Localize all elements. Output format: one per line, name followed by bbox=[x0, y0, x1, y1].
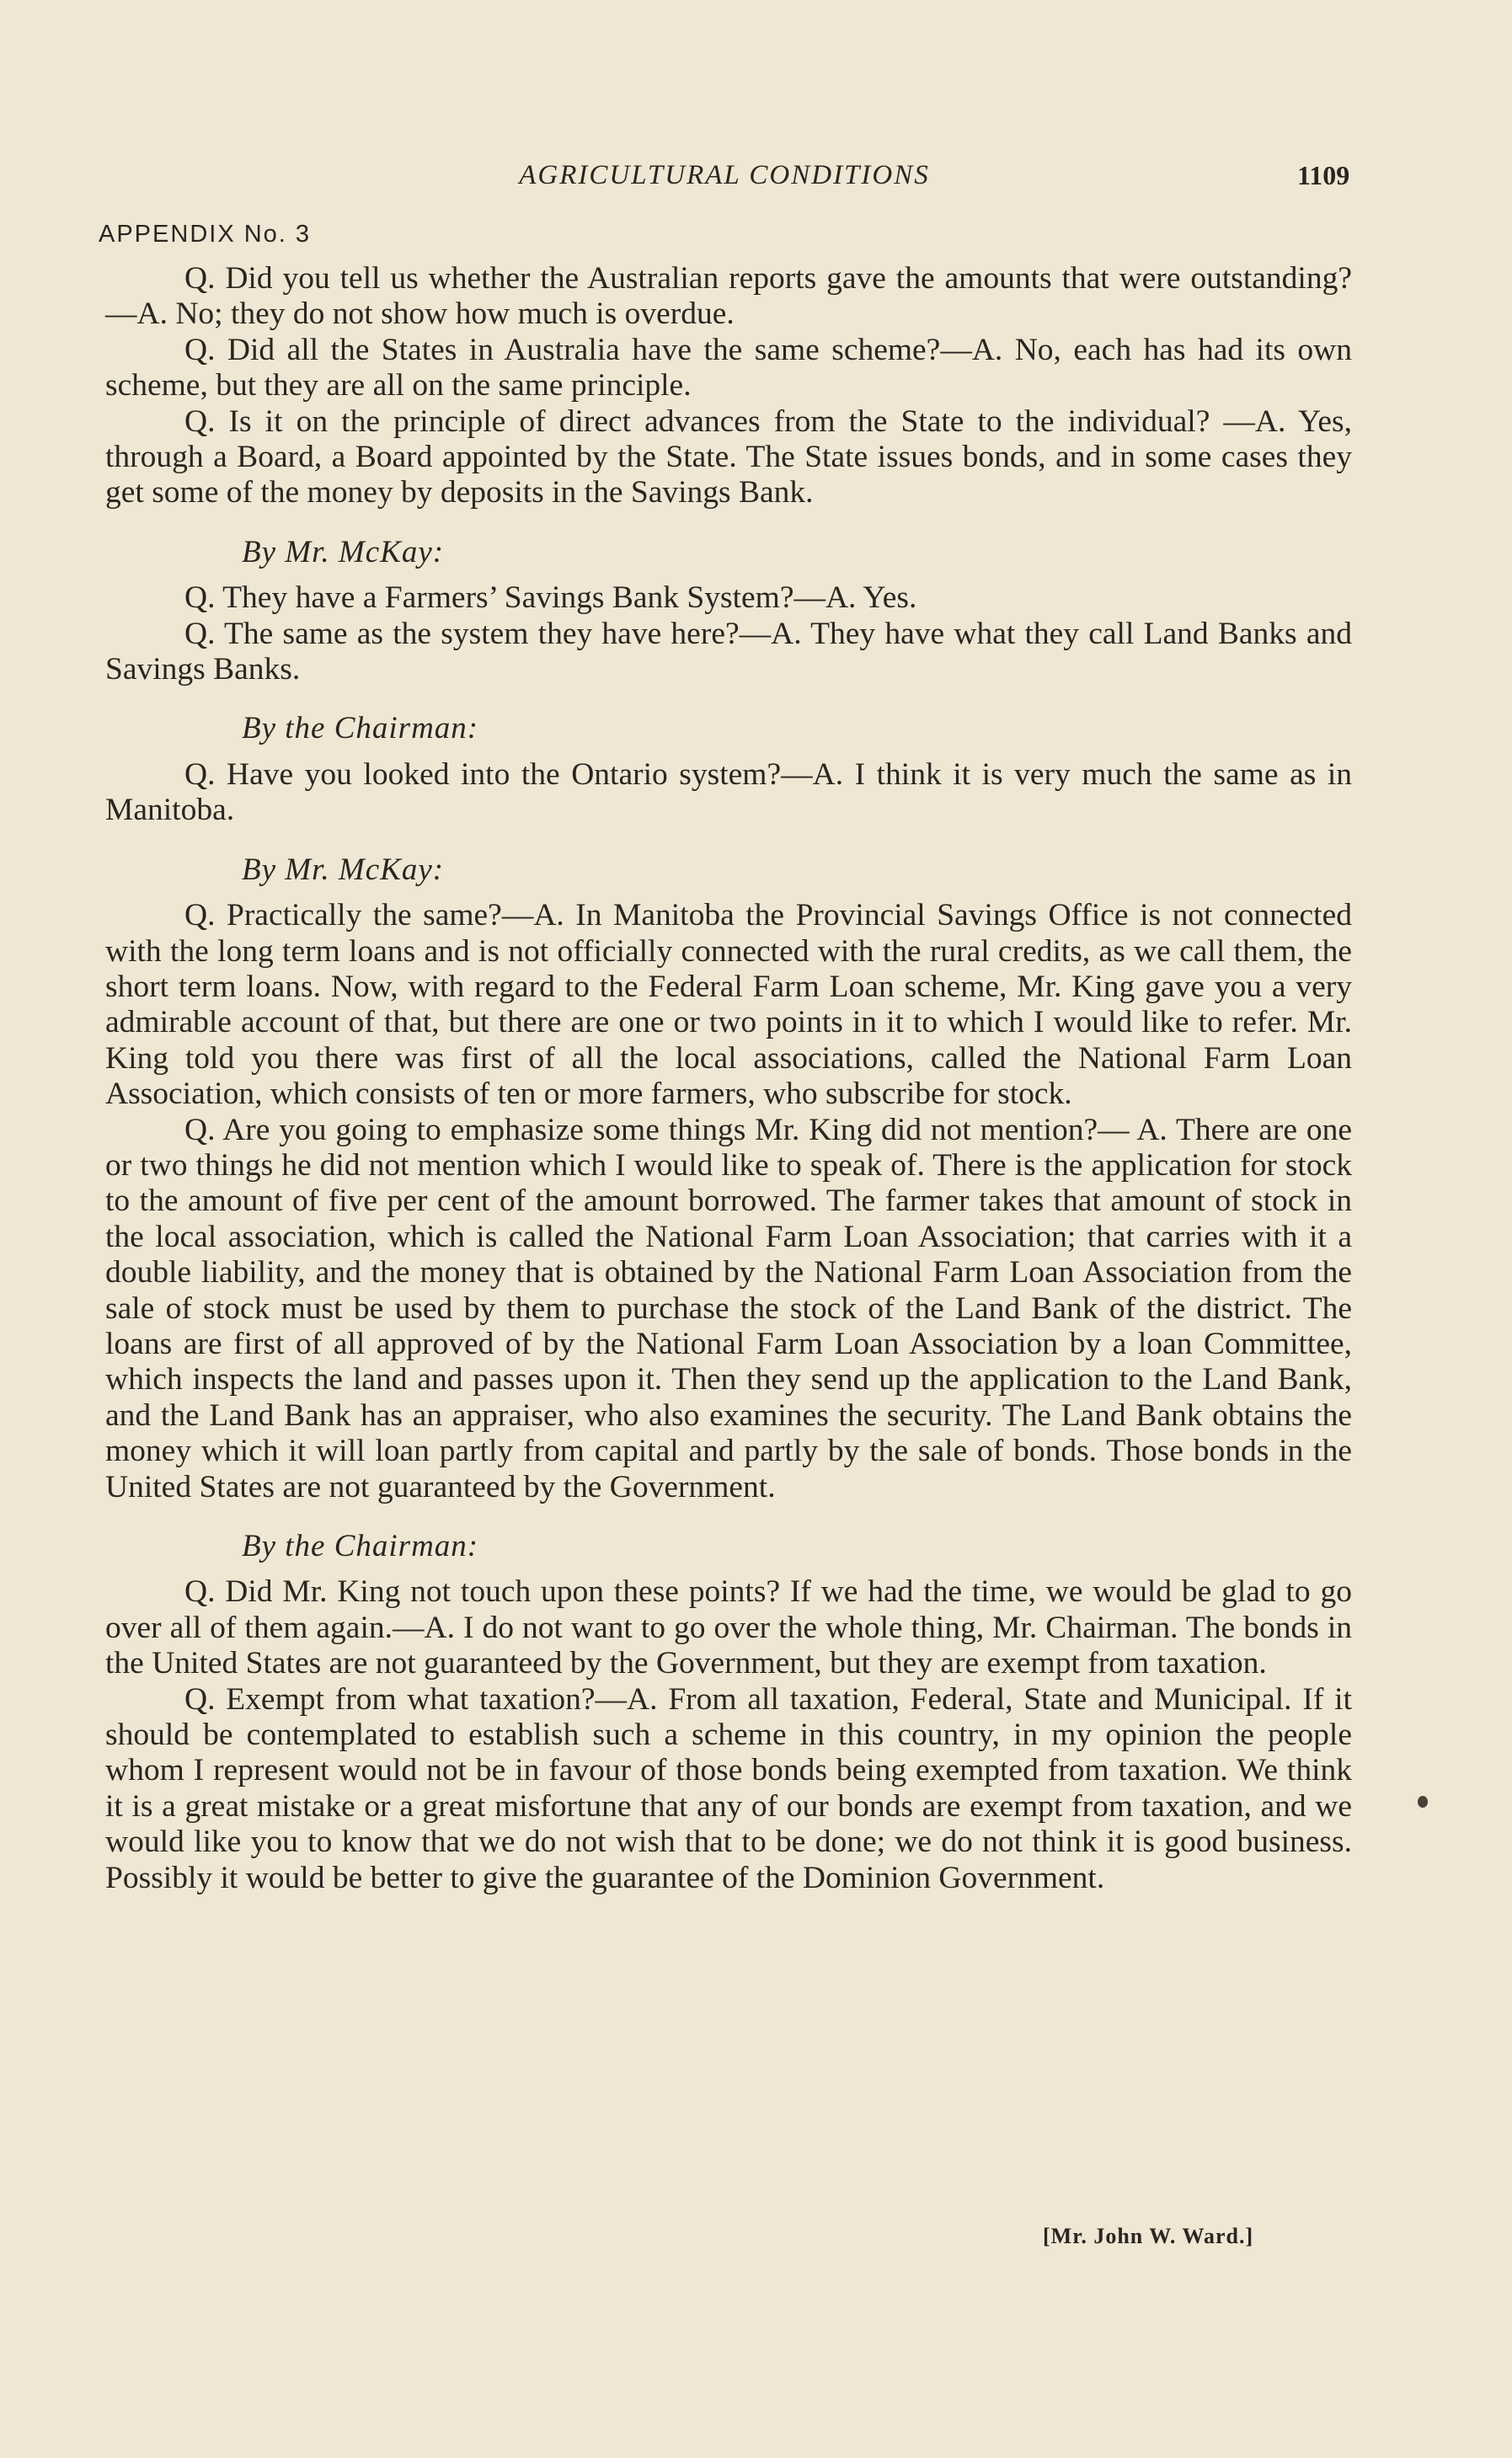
speaker-attribution: [Mr. John W. Ward.] bbox=[1043, 2224, 1254, 2248]
paragraph: Q. Did all the States in Australia have the same scheme?—A. No, each has had its own scheme, but they are all on the same principle. bbox=[105, 332, 1352, 403]
speaker-heading: By Mr. McKay: bbox=[242, 852, 445, 887]
paragraph: Q. Exempt from what taxation?—A. From all taxation, Federal, State and Municipal. If it should be contemplated to establish such a scheme in this country, in my opinion the people whom I represent would not be in favour of those bonds being exempted from taxation. We think it is a great mistake or a great misfortune that any of our bonds are exempt from taxation, and we would like you to know that we do not wish that to be done; we do not think it is good business. Possibly it would be better to give the guarantee of the Dominion Government. bbox=[105, 1681, 1352, 1895]
ink-mark bbox=[1418, 1796, 1428, 1808]
body-text bbox=[105, 261, 1352, 1896]
paragraph: Q. Are you going to emphasize some things Mr. King did not mention?— A. There are one or two things he did not mention which I would like to speak of. There is the application for stock to the amount of five per cent of the amount borrowed. The farmer takes that amount of stock in the local association, which is called the National Farm Loan Association; that carries with it a double liability, and the money that is obtained by the National Farm Loan Association from the sale of stock must be used by them to purchase the stock of the Land Bank of the district. The loans are first of all approved of by the National Farm Loan Association by a loan Committee, which inspects the land and passes upon it. Then they send up the application to the Land Bank, and the Land Bank has an appraiser, who also examines the security. The Land Bank obtains the money which it will loan partly from capital and partly by the sale of bonds. Those bonds in the United States are not guaranteed by the Government. bbox=[105, 1112, 1352, 1504]
speaker-heading: By the Chairman: bbox=[242, 1529, 479, 1563]
appendix-label: APPENDIX No. 3 bbox=[99, 221, 312, 248]
paragraph: Q. Practically the same?—A. In Manitoba the Provincial Savings Office is not connected with the long term loans and is not officially connected with the rural credits, as we call them, the short term loans. Now, with regard to the Federal Farm Loan scheme, Mr. King gave you a very admirable account of that, but there are one or two points in it to which I would like to refer. Mr. King told you there was first of all the local associations, called the National Farm Loan Association, which consists of ten or more farmers, who subscribe for stock. bbox=[105, 898, 1352, 1112]
paragraph: Q. They have a Farmers’ Savings Bank System?—A. Yes. bbox=[184, 580, 917, 616]
paragraph: Q. Did Mr. King not touch upon these points? If we had the time, we would be glad to go over all of them again.—A. I do not want to go over the whole thing, Mr. Chairman. The bonds in the United States are not guaranteed by the Government, but they are exempt from taxation. bbox=[105, 1574, 1352, 1681]
paragraph: Q. The same as the system they have here?—A. They have what they call Land Banks and Savings Banks. bbox=[105, 616, 1352, 687]
paragraph: Q. Did you tell us whether the Australian reports gave the amounts that were outstanding?—A. No; they do not show how much is overdue. bbox=[105, 261, 1352, 332]
running-head: AGRICULTURAL CONDITIONS bbox=[519, 160, 930, 190]
paragraph: Q. Have you looked into the Ontario system?—A. I think it is very much the same as in Manitoba. bbox=[105, 756, 1352, 828]
page-number: 1109 bbox=[1297, 160, 1350, 190]
paragraph: Q. Is it on the principle of direct advances from the State to the individual? —A. Yes, through a Board, a Board appointed by the State. The State issues bonds, and in some cases they get some of the money by deposits in the Savings Bank. bbox=[105, 403, 1352, 510]
speaker-heading: By Mr. McKay: bbox=[242, 534, 445, 569]
speaker-heading: By the Chairman: bbox=[242, 711, 479, 746]
